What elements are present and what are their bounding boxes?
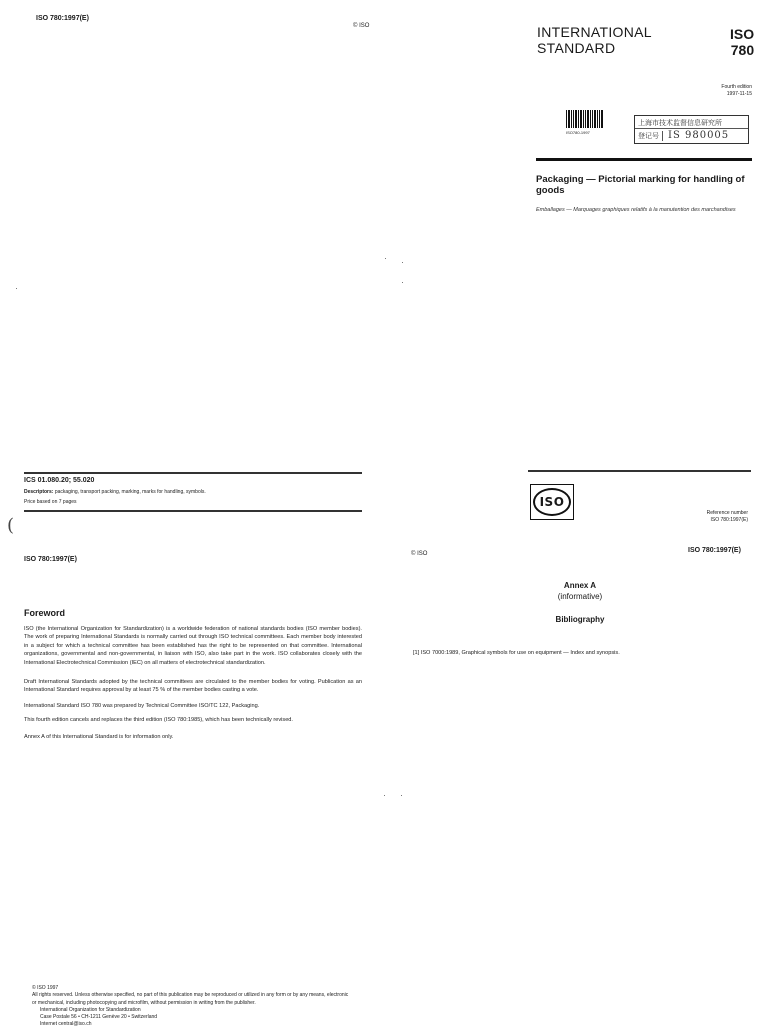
cover-line2: STANDARD (537, 40, 616, 56)
scan-bracket-mark: ( (7, 515, 15, 536)
ics-codes: ICS 01.080.20; 55.020 (24, 477, 95, 484)
ics-descriptors (24, 489, 362, 496)
reference-number: ISO 780:1997(E) (710, 517, 748, 524)
cover-iso-number-block (730, 26, 754, 58)
bibliography-ref-1: [1] ISO 7000:1989, Graphical symbols for use on equipment — Index and synopsis. (413, 650, 620, 656)
foreword-paragraph-4: This fourth edition cancels and replaces the third edition (ISO 780:1985), which has been technically revised. (24, 717, 293, 723)
stamp-number: IS 980005 (668, 130, 730, 141)
library-stamp (634, 115, 749, 144)
cover-iso-number: 780 (730, 42, 755, 58)
doc-id-annex-page: ISO 780:1997(E) (688, 547, 741, 554)
iso-logo-ring (533, 488, 571, 516)
cover-edition: Fourth edition (721, 84, 752, 90)
doc-id-top-left: ISO 780:1997(E) (36, 15, 89, 22)
ics-bottom-rule (24, 510, 362, 512)
copyright-mark-top: © ISO (353, 23, 370, 29)
cover-edition-block (690, 84, 752, 99)
cover-date: 1997-11-15 (726, 91, 752, 98)
reference-label: Reference number (706, 510, 748, 516)
annex-title: Annex A (563, 581, 597, 590)
descriptors-label: Descriptors: (24, 489, 54, 495)
foreword-heading: Foreword (24, 608, 66, 618)
bibliography-heading: Bibliography (555, 615, 605, 624)
cover-iso-word: ISO (730, 26, 755, 42)
scan-speck (402, 262, 403, 263)
cover-rule (536, 158, 752, 161)
footer-internet-label: Internet (40, 1021, 57, 1028)
footer-internet-line (32, 1021, 372, 1028)
scan-speck (384, 795, 385, 796)
footer-copyright: © ISO 1997 (32, 985, 59, 991)
annex-heading (520, 580, 640, 602)
footer-address: Case Postale 56 • CH-1211 Genève 20 • Switzerland (40, 1014, 158, 1020)
scan-speck (401, 795, 402, 796)
footer-internet-address: central@iso.ch (58, 1021, 92, 1028)
cover-line1: INTERNATIONAL (537, 24, 652, 40)
scan-speck (402, 282, 403, 283)
reference-block (650, 510, 748, 525)
stamp-label: 登记号 (638, 131, 663, 141)
barcode-graphic (566, 110, 604, 128)
foreword-paragraph-1: ISO (the International Organization for Standardization) is a worldwide federation of national standards bodies (ISO member bodies). The work of preparing International Standards is normally carried out through ISO technical committees. Each member body interested in a subject for which a technical committee has been established has the right to be represented on that committee. International organizations, governmental and non-governmental, in liaison with ISO, also take part in the work. ISO collaborates closely with the International Electrotechnical Commission (IEC) on all matters of electrotechnical standardization. (24, 626, 362, 666)
cover-subtitle-fr: Emballages — Marquages graphiques relatifs à la manutention des marchandises (536, 207, 736, 213)
iso-logo (530, 484, 574, 520)
foreword-paragraph-3: International Standard ISO 780 was prepared by Technical Committee ISO/TC 122, Packaging. (24, 703, 260, 709)
stamp-institution: 上海市技术监督信息研究所 (635, 116, 748, 129)
iso-logo-text: ISO (539, 495, 565, 509)
footer-copyright-block (32, 985, 372, 1029)
scan-speck (16, 288, 17, 289)
annex-informative: (informative) (557, 592, 603, 601)
barcode-caption: ISO780-1997 (566, 130, 590, 135)
doc-id-foreword-page: ISO 780:1997(E) (24, 556, 77, 563)
copyright-mark-mid: © ISO (411, 551, 428, 557)
ics-top-rule (24, 472, 362, 474)
footer-org: International Organization for Standardization (40, 1006, 141, 1013)
cover-international-standard (537, 24, 652, 56)
scan-speck (385, 258, 386, 259)
footer-rights-line2: or mechanical, including photocopying and microfilm, without permission in writing from the publisher. (32, 999, 256, 1006)
foreword-paragraph-2: Draft International Standards adopted by the technical committees are circulated to the member bodies for voting. Publication as an International Standard requires approval by at least 75 % of the member bodies casting a vote. (24, 679, 362, 694)
footer-rights-line1: All rights reserved. Unless otherwise specified, no part of this publication may be reproduced or utilized in any form or by any means, electronic (32, 992, 349, 999)
price-note: Price based on 7 pages (24, 499, 77, 505)
reference-top-rule (528, 470, 751, 472)
descriptors-text: packaging, transport packing, marking, marks for handling, symbols. (54, 489, 206, 495)
foreword-paragraph-5: Annex A of this International Standard is for information only. (24, 734, 174, 740)
cover-title: Packaging — Pictorial marking for handling of goods (536, 174, 745, 196)
